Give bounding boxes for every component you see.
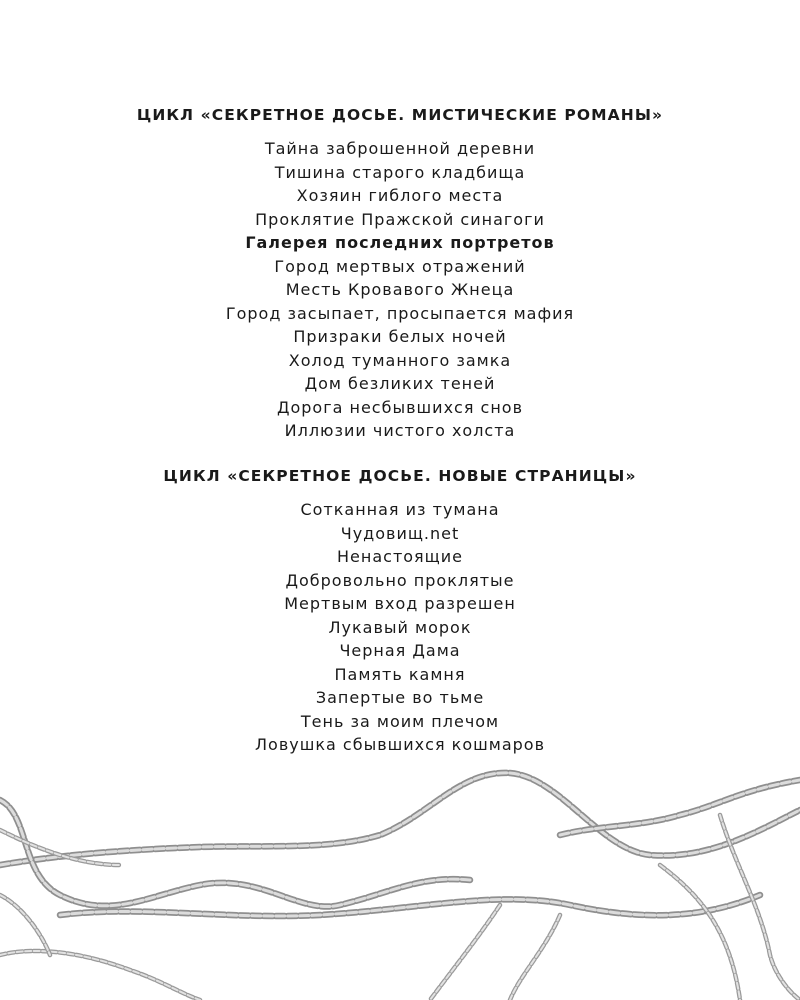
book-title: Ловушка сбывшихся кошмаров	[255, 735, 545, 754]
book-title: Город мертвых отражений	[274, 256, 526, 276]
book-title: Хозяин гиблого места	[296, 186, 504, 205]
book-title: Дорога несбывшихся снов	[276, 397, 524, 417]
book-title: Город засыпает, просыпается мафия	[225, 303, 575, 323]
book-title: Запертые во тьме	[315, 688, 485, 707]
book-title: Дом безликих теней	[304, 374, 496, 393]
chains-illustration	[0, 755, 800, 1000]
book-title: Тишина старого кладбища	[274, 162, 526, 182]
series-2-book-list	[0, 498, 800, 757]
book-title: Мертвым вход разрешен	[284, 594, 516, 613]
book-title: Черная Дама	[339, 641, 461, 660]
book-title: Чудовищ.net	[340, 523, 460, 543]
book-title: Призраки белых ночей	[293, 327, 507, 346]
book-title: Сотканная из тумана	[300, 500, 500, 519]
book-title: Проклятие Пражской синагоги	[255, 209, 545, 229]
book-title: Тайна заброшенной деревни	[264, 139, 536, 158]
series-1-book-list	[0, 137, 800, 443]
book-title: Лукавый морок	[328, 617, 472, 637]
series-2-heading: ЦИКЛ «СЕКРЕТНОЕ ДОСЬЕ. НОВЫЕ СТРАНИЦЫ»	[163, 467, 637, 485]
series-1-heading: ЦИКЛ «СЕКРЕТНОЕ ДОСЬЕ. МИСТИЧЕСКИЕ РОМАНЫ»	[136, 106, 664, 124]
book-title: Месть Кровавого Жнеца	[285, 280, 515, 299]
book-title: Иллюзии чистого холста	[284, 421, 516, 440]
book-title: Память камня	[334, 664, 466, 684]
book-title: Тень за моим плечом	[300, 711, 500, 731]
book-title: Ненастоящие	[337, 547, 463, 566]
book-title-current: Галерея последних портретов	[245, 233, 555, 252]
book-title: Холод туманного замка	[288, 350, 512, 370]
book-title: Добровольно проклятые	[285, 570, 515, 590]
